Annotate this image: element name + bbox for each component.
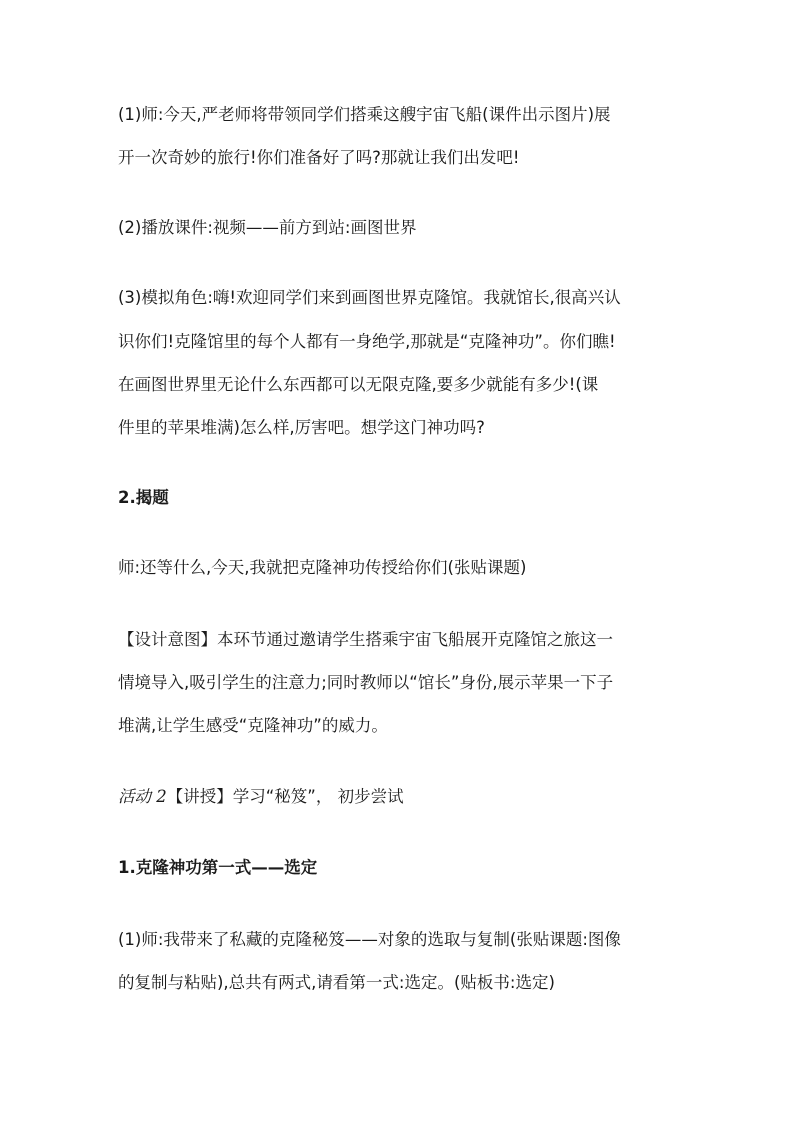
paragraph-line: 【设计意图】本环节通过邀请学生搭乘宇宙飞船展开克隆馆之旅这一 bbox=[118, 630, 613, 649]
paragraph-line: 师:还等什么,今天,我就把克隆神功传授给你们(张贴课题) bbox=[118, 558, 527, 577]
activity-title: 学习“秘笈”， 初步尝试 bbox=[232, 787, 404, 806]
paragraph-line: (3)模拟角色:嗨!欢迎同学们来到画图世界克隆馆。我就馆长,很高兴认 bbox=[118, 288, 621, 307]
paragraph-line: 识你们!克隆馆里的每个人都有一身绝学,那就是“克隆神功”。你们瞧! bbox=[118, 332, 616, 351]
paragraph-line: 件里的苹果堆满)怎么样,厉害吧。想学这门神功吗? bbox=[118, 418, 485, 437]
paragraph-line: 的复制与粘贴),总共有两式,请看第一式:选定。(贴板书:选定) bbox=[118, 973, 555, 992]
paragraph-line: 在画图世界里无论什么东西都可以无限克隆,要多少就能有多少!(课 bbox=[118, 375, 599, 394]
section-heading: 1.克隆神功第一式——选定 bbox=[118, 858, 318, 877]
paragraph-line: 开一次奇妙的旅行!你们准备好了吗?那就让我们出发吧! bbox=[118, 148, 520, 167]
paragraph-line: (2)播放课件:视频——前方到站:画图世界 bbox=[118, 218, 417, 237]
paragraph-line: 堆满,让学生感受“克隆神功”的威力。 bbox=[118, 716, 388, 735]
activity-prefix: 活动 2 bbox=[118, 787, 167, 806]
paragraph-line: (1)师:今天,严老师将带领同学们搭乘这艘宇宙飞船(课件出示图片)展 bbox=[118, 105, 611, 124]
paragraph-line: 情境导入,吸引学生的注意力;同时教师以“馆长”身份,展示苹果一下子 bbox=[118, 673, 614, 692]
activity-tag: 【讲授】 bbox=[166, 787, 233, 806]
paragraph-line: (1)师:我带来了私藏的克隆秘笈——对象的选取与复制(张贴课题:图像 bbox=[118, 930, 621, 949]
section-heading: 2.揭题 bbox=[118, 488, 169, 507]
activity-heading bbox=[118, 789, 404, 806]
